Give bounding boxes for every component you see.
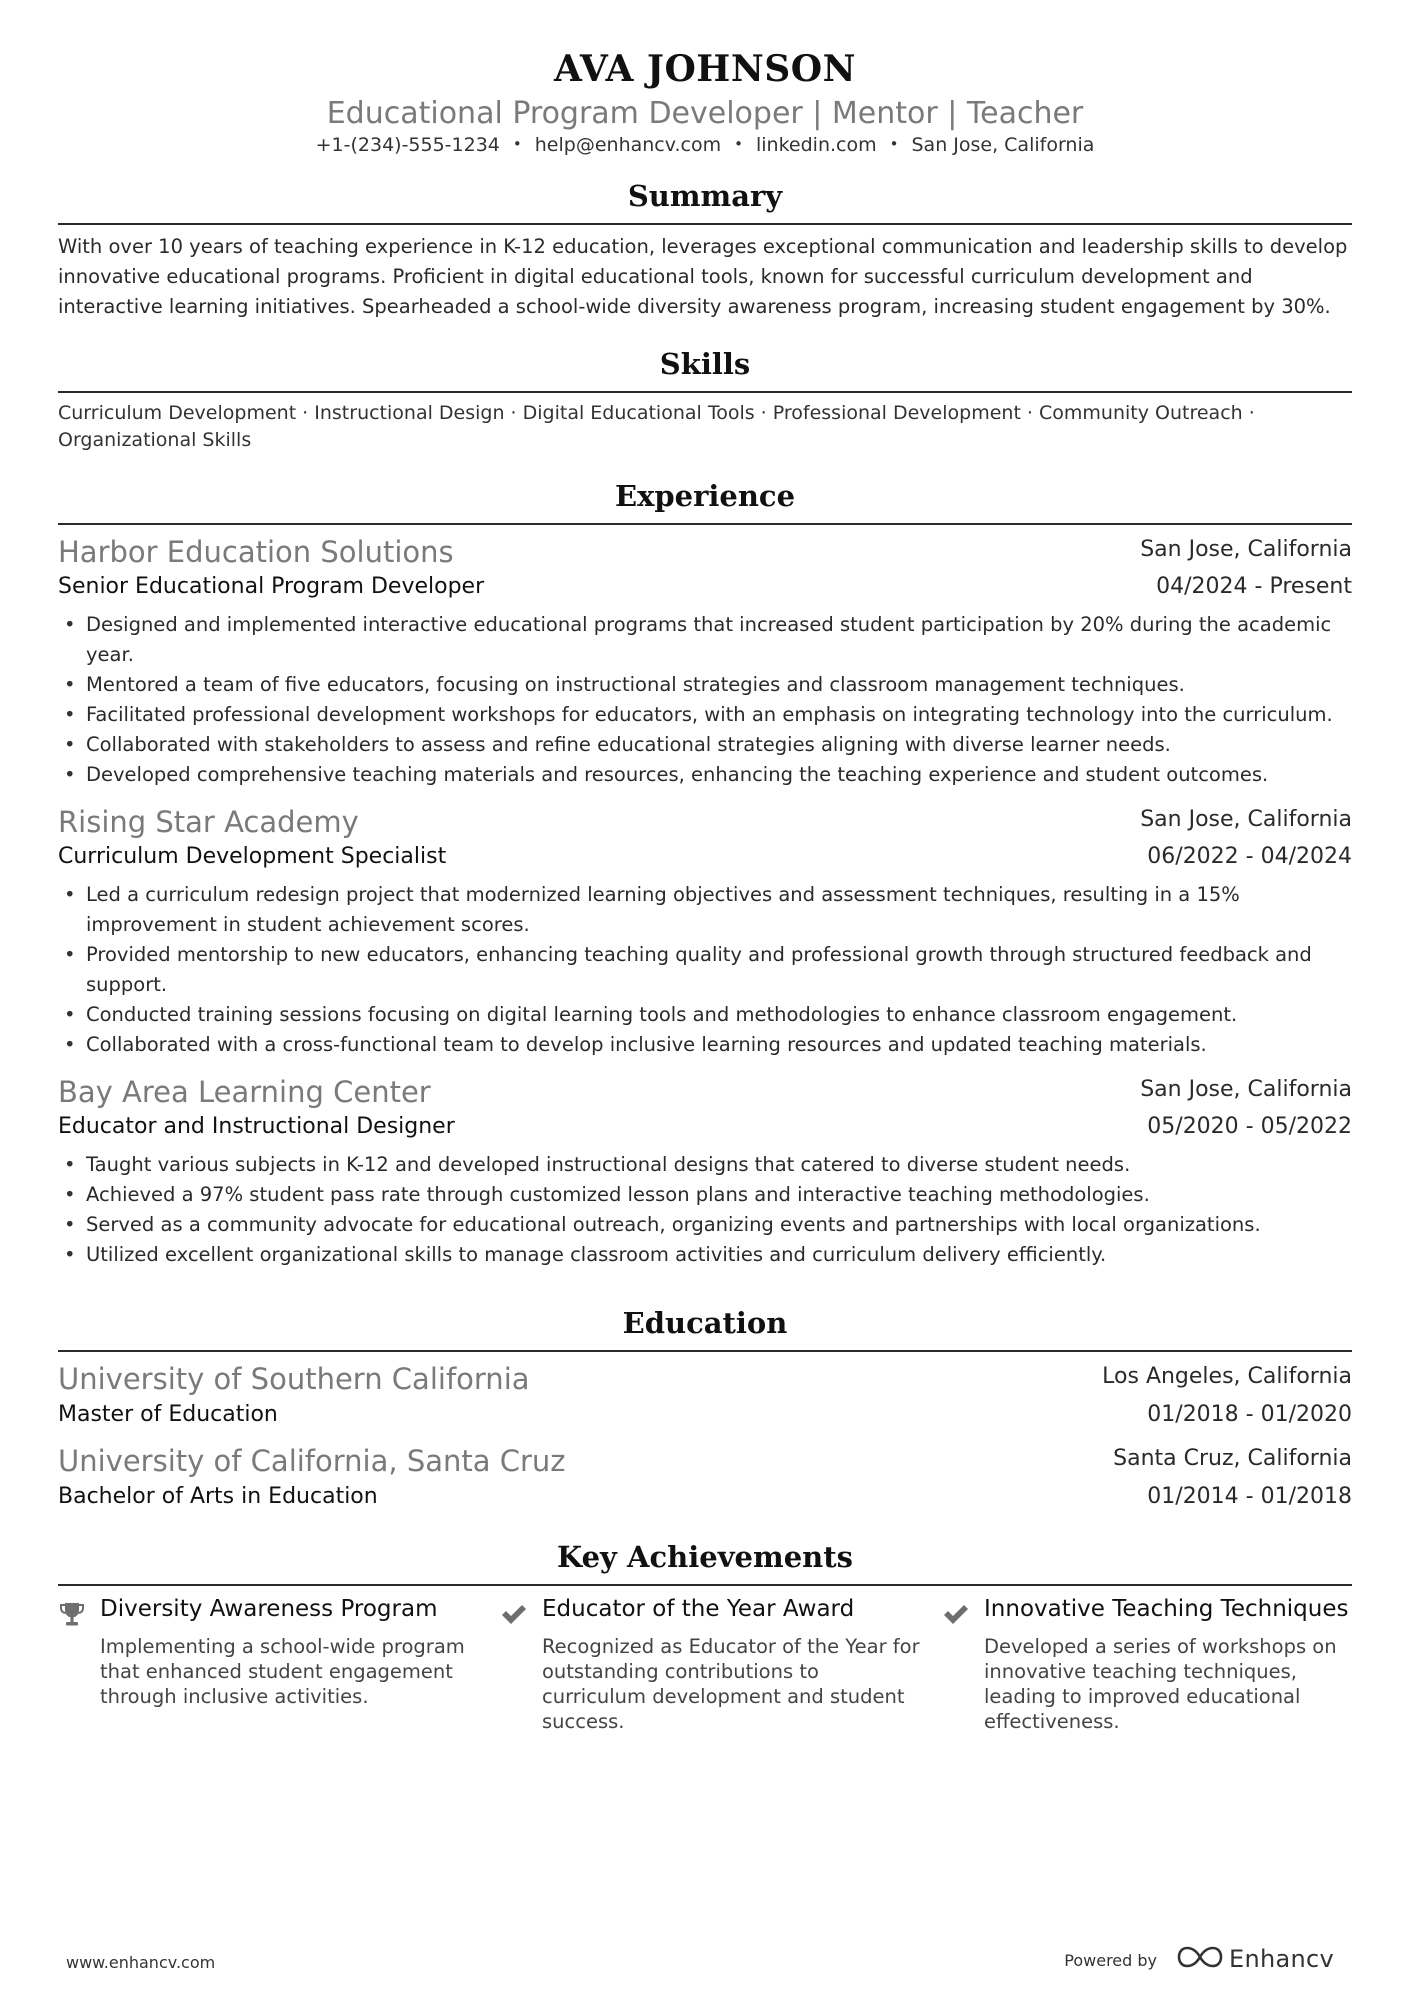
resume-page bbox=[58, 0, 1352, 1995]
education-dates: 01/2018 - 01/2020 bbox=[1147, 1402, 1352, 1427]
enhancv-logo[interactable] bbox=[1177, 1942, 1334, 1976]
separator-dot: • bbox=[734, 135, 743, 153]
list-item: • Taught various subjects in K-12 and developed instructional designs that catered to diverse student needs. bbox=[58, 1150, 1352, 1180]
skills-list: Curriculum Development · Instructional Design · Digital Educational Tools · Professional Development · Community Outreach · Organizational Skills bbox=[58, 402, 1255, 451]
infinity-logo-icon bbox=[1177, 1945, 1223, 1973]
list-item: • Mentored a team of five educators, focusing on instructional strategies and classroom management techniques. bbox=[58, 670, 1352, 700]
list-item: • Led a curriculum redesign project that modernized learning objectives and assessment techniques, resulting in a 15% improvement in student achievement scores. bbox=[58, 880, 1352, 940]
list-item: • Achieved a 97% student pass rate through customized lesson plans and interactive teaching methodologies. bbox=[58, 1180, 1352, 1210]
experience-heading: Experience bbox=[614, 479, 796, 513]
separator-dot: • bbox=[889, 135, 899, 153]
section-divider bbox=[58, 523, 1352, 525]
degree: Master of Education bbox=[58, 1402, 278, 1427]
candidate-name: AVA JOHNSON bbox=[554, 48, 856, 90]
company-name: Harbor Education Solutions bbox=[58, 535, 454, 569]
skills-heading: Skills bbox=[659, 347, 751, 381]
section-divider bbox=[58, 1584, 1352, 1586]
job-location: San Jose, California bbox=[1140, 537, 1352, 562]
list-item: • Utilized excellent organizational skills to manage classroom activities and curriculum delivery efficiently. bbox=[58, 1240, 1352, 1270]
footer-url[interactable]: www.enhancv.com bbox=[66, 1953, 216, 1972]
education-heading: Education bbox=[622, 1306, 788, 1340]
job-dates: 05/2020 - 05/2022 bbox=[1147, 1114, 1352, 1139]
achievements-heading: Key Achievements bbox=[557, 1540, 853, 1574]
email-link[interactable]: help@enhancv.com bbox=[534, 134, 722, 156]
job-location: San Jose, California bbox=[1140, 1077, 1352, 1102]
list-item: • Served as a community advocate for educational outreach, organizing events and partnerships with local organizations. bbox=[58, 1210, 1352, 1240]
list-item: • Provided mentorship to new educators, enhancing teaching quality and professional growth through structured feedback and support. bbox=[58, 940, 1352, 1000]
contact-line bbox=[58, 134, 1352, 156]
list-item: • Collaborated with a cross-functional team to develop inclusive learning resources and updated teaching materials. bbox=[58, 1030, 1352, 1060]
phone: +1-(234)-555-1234 bbox=[315, 134, 500, 156]
achievement-title: Innovative Teaching Techniques bbox=[984, 1596, 1349, 1622]
school-location: Santa Cruz, California bbox=[1113, 1446, 1352, 1471]
candidate-tagline: Educational Program Developer | Mentor | Teacher bbox=[326, 96, 1084, 131]
degree: Bachelor of Arts in Education bbox=[58, 1484, 378, 1509]
separator-dot: • bbox=[512, 135, 522, 153]
job-location: San Jose, California bbox=[1140, 807, 1352, 832]
achievement-title: Educator of the Year Award bbox=[542, 1596, 855, 1622]
checkmark-icon bbox=[942, 1600, 970, 1628]
linkedin-link[interactable]: linkedin.com bbox=[756, 134, 877, 156]
education-dates: 01/2014 - 01/2018 bbox=[1147, 1484, 1352, 1509]
list-item: • Facilitated professional development workshops for educators, with an emphasis on integrating technology into the curriculum. bbox=[58, 700, 1352, 730]
section-divider bbox=[58, 391, 1352, 393]
job-bullets bbox=[58, 880, 1352, 1060]
school-name: University of California, Santa Cruz bbox=[58, 1444, 566, 1478]
job-dates: 04/2024 - Present bbox=[1156, 574, 1352, 599]
list-item: • Conducted training sessions focusing on digital learning tools and methodologies to enhance classroom engagement. bbox=[58, 1000, 1352, 1030]
company-name: Bay Area Learning Center bbox=[58, 1075, 431, 1109]
section-divider bbox=[58, 1350, 1352, 1352]
job-title: Curriculum Development Specialist bbox=[58, 844, 447, 869]
summary-heading: Summary bbox=[627, 179, 783, 213]
list-item: • Developed comprehensive teaching materials and resources, enhancing the teaching experience and student outcomes. bbox=[58, 760, 1352, 790]
section-divider bbox=[58, 223, 1352, 225]
achievement-description: Developed a series of workshops on innovative teaching techniques, leading to improved educational effectiveness. bbox=[984, 1635, 1337, 1733]
job-dates: 06/2022 - 04/2024 bbox=[1147, 844, 1352, 869]
job-title: Senior Educational Program Developer bbox=[58, 574, 485, 599]
checkmark-icon bbox=[500, 1600, 528, 1628]
job-bullets bbox=[58, 610, 1352, 790]
achievement-description: Implementing a school-wide program that enhanced student engagement through inclusive activities. bbox=[100, 1635, 465, 1708]
powered-by-label: Powered by bbox=[1064, 1951, 1157, 1970]
job-bullets bbox=[58, 1150, 1352, 1270]
achievement-description: Recognized as Educator of the Year for outstanding contributions to curriculum development and student success. bbox=[542, 1635, 920, 1733]
location: San Jose, California bbox=[911, 134, 1095, 156]
achievement-title: Diversity Awareness Program bbox=[100, 1596, 438, 1622]
trophy-icon bbox=[58, 1600, 86, 1628]
company-name: Rising Star Academy bbox=[58, 805, 359, 839]
summary-text: With over 10 years of teaching experience in K-12 education, leverages exceptional communication and leadership skills to develop innovative educational programs. Proficient in digital educational tools, known for successful curriculum development and interactive learning initiatives. Spearheaded a school-wide diversity awareness program, increasing student engagement by 30%. bbox=[58, 235, 1348, 318]
school-name: University of Southern California bbox=[58, 1362, 530, 1396]
school-location: Los Angeles, California bbox=[1102, 1364, 1352, 1389]
list-item: • Collaborated with stakeholders to assess and refine educational strategies aligning with diverse learner needs. bbox=[58, 730, 1352, 760]
job-title: Educator and Instructional Designer bbox=[58, 1114, 455, 1139]
list-item: • Designed and implemented interactive educational programs that increased student participation by 20% during the academic year. bbox=[58, 610, 1352, 670]
brand-name: Enhancv bbox=[1228, 1945, 1334, 1973]
